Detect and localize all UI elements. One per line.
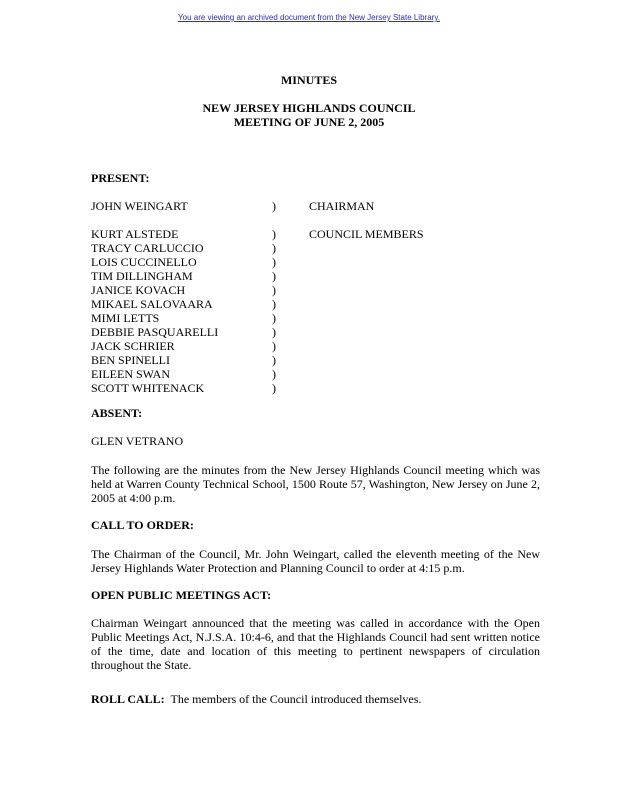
member-name: MIKAEL SALOVAARA xyxy=(91,297,213,311)
member-name: JOHN WEINGART xyxy=(91,199,188,213)
bracket: ) xyxy=(272,269,276,283)
member-name: MIMI LETTS xyxy=(91,311,160,325)
member-row xyxy=(91,353,541,367)
member-name: JANICE KOVACH xyxy=(91,283,186,297)
member-role: CHAIRMAN xyxy=(309,199,375,213)
member-name: BEN SPINELLI xyxy=(91,353,170,367)
member-name: LOIS CUCCINELLO xyxy=(91,255,197,269)
document-title: MINUTES xyxy=(280,73,337,87)
bracket: ) xyxy=(272,283,276,297)
member-row xyxy=(91,339,541,353)
bracket: ) xyxy=(272,325,276,339)
present-heading: PRESENT: xyxy=(91,171,150,185)
bracket: ) xyxy=(272,339,276,353)
member-row xyxy=(91,269,541,283)
member-name: JACK SCHRIER xyxy=(91,339,175,353)
bracket: ) xyxy=(272,255,276,269)
member-row xyxy=(91,297,541,311)
archive-banner-link[interactable]: You are viewing an archived document from the New Jersey State Library. xyxy=(178,13,440,22)
member-row xyxy=(91,241,541,255)
member-name: TRACY CARLUCCIO xyxy=(91,241,204,255)
member-name: KURT ALSTEDE xyxy=(91,227,179,241)
member-row xyxy=(91,227,541,241)
call-to-order-heading: CALL TO ORDER: xyxy=(91,518,194,532)
bracket: ) xyxy=(272,199,276,213)
member-row xyxy=(91,367,541,381)
member-row xyxy=(91,325,541,339)
roll-call-text: The members of the Council introduced themselves. xyxy=(170,692,422,706)
organization-name: NEW JERSEY HIGHLANDS COUNCIL xyxy=(202,101,416,115)
member-row xyxy=(91,381,541,395)
attendance-roster xyxy=(91,199,541,395)
roll-call-heading: ROLL CALL: xyxy=(91,692,165,706)
chairman-row xyxy=(91,199,541,213)
member-name: SCOTT WHITENACK xyxy=(91,381,205,395)
bracket: ) xyxy=(272,381,276,395)
bracket: ) xyxy=(272,297,276,311)
absent-heading: ABSENT: xyxy=(91,406,143,420)
member-name: EILEEN SWAN xyxy=(91,367,170,381)
bracket: ) xyxy=(272,227,276,241)
member-row xyxy=(91,283,541,297)
call-to-order-text: The Chairman of the Council, Mr. John Weingart, called the eleventh meeting of the New Jersey Highlands Water Protection and Planning Council to order at 4:15 p.m. xyxy=(91,547,540,575)
member-name: TIM DILLINGHAM xyxy=(91,269,193,283)
member-role: COUNCIL MEMBERS xyxy=(309,227,424,241)
bracket: ) xyxy=(272,241,276,255)
member-row xyxy=(91,255,541,269)
opma-text: Chairman Weingart announced that the meeting was called in accordance with the Open Public Meetings Act, N.J.S.A. 10:4-6, and that the Highlands Council had sent written notice of the time, date and location of this meeting to pertinent newspapers of circulation throughout the State. xyxy=(91,616,540,672)
bracket: ) xyxy=(272,353,276,367)
absent-member: GLEN VETRANO xyxy=(91,434,184,448)
bracket: ) xyxy=(272,311,276,325)
meeting-date: MEETING OF JUNE 2, 2005 xyxy=(233,115,385,129)
member-name: DEBBIE PASQUARELLI xyxy=(91,325,219,339)
member-row xyxy=(91,311,541,325)
bracket: ) xyxy=(272,367,276,381)
council-members-list xyxy=(91,227,541,395)
intro-paragraph: The following are the minutes from the New Jersey Highlands Council meeting which was held at Warren County Technical School, 1500 Route 57, Washington, New Jersey on June 2, 2005 at 4:00 p.m. xyxy=(91,463,540,505)
opma-heading: OPEN PUBLIC MEETINGS ACT: xyxy=(91,588,272,602)
roll-call-line xyxy=(91,692,421,706)
